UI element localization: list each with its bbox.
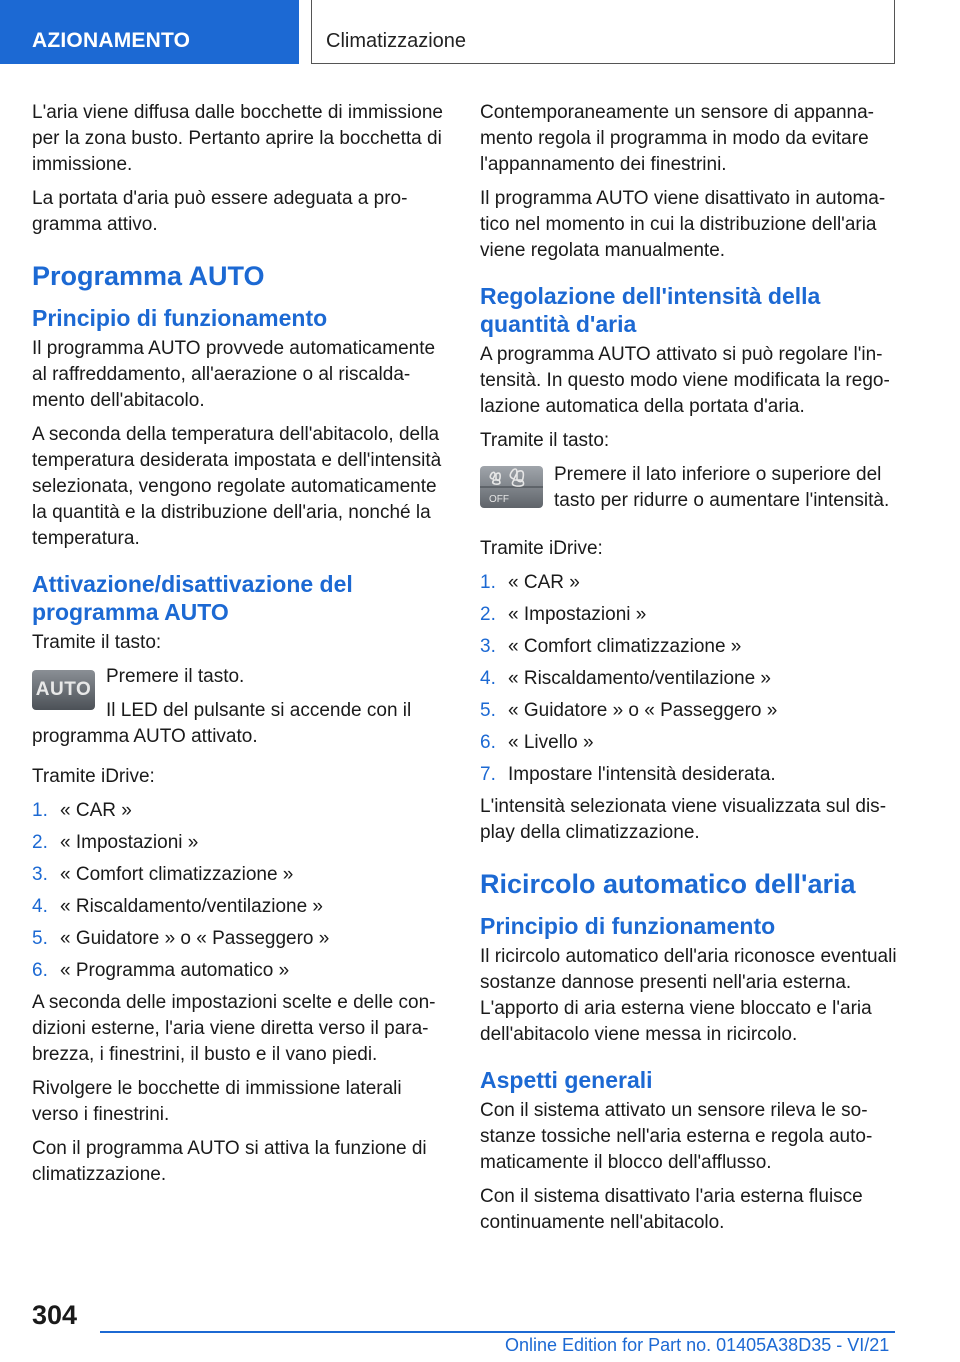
list-item: 2. « Impostazioni » xyxy=(32,832,199,853)
paragraph: Contemporaneamente un sensore di appannamento regola il programma in modo da evitare l'appannamento dei finestrini. xyxy=(480,102,874,175)
fan-button-instruction xyxy=(480,462,898,528)
heading-ricircolo-automatico: Ricircolo automatico dell'aria xyxy=(480,869,856,899)
paragraph: L'aria viene diffusa dalle bocchette di immissione per la zona busto. Pertanto aprire la bocchetta di immissione. xyxy=(32,102,443,175)
paragraph: Rivolgere le bocchette di immissione laterali verso i finestrini. xyxy=(32,1078,402,1125)
list-item: 3. « Comfort climatizzazione » xyxy=(480,636,742,657)
svg-text:OFF: OFF xyxy=(489,494,509,505)
heading-aspetti-generali: Aspetti generali xyxy=(480,1067,653,1093)
list-item: 6. « Livello » xyxy=(480,732,594,753)
right-column xyxy=(480,100,898,1244)
heading-regolazione-intensita: Regolazione dell'intensità della quantità d'aria xyxy=(480,283,821,337)
section-tab: AZIONAMENTO xyxy=(0,0,299,64)
paragraph: Premere il tasto. xyxy=(106,666,245,687)
chapter-tab: Climatizzazione xyxy=(311,0,895,64)
left-column xyxy=(32,100,448,1196)
heading-attivazione: Attivazione/disattivazione del programma AUTO xyxy=(32,571,353,625)
fan-button-icon xyxy=(480,466,543,508)
paragraph: Tramite il tasto: xyxy=(32,632,162,653)
page-number: 304 xyxy=(32,1300,78,1330)
paragraph: Il LED del pulsante si accende con il programma AUTO attivato. xyxy=(32,700,412,747)
paragraph: Il programma AUTO provvede automaticamente al raffreddamento, all'aerazione o al riscaldamento dell'abitacolo. xyxy=(32,338,436,411)
paragraph: Il programma AUTO viene disattivato in automatico nel momento in cui la distribuzione dell'aria viene regolata manualmente. xyxy=(480,188,886,261)
paragraph: Premere il lato inferiore o superiore del tasto per ridurre o aumentare l'intensità. xyxy=(554,464,890,511)
list-item: 6. « Programma automatico » xyxy=(32,960,290,981)
paragraph: A seconda delle impostazioni scelte e delle condizioni esterne, l'aria viene diretta verso il parabrezza, i finestrini, il busto e il vano piedi. xyxy=(32,992,436,1065)
paragraph: L'intensità selezionata viene visualizzata sul display della climatizzazione. xyxy=(480,796,887,843)
list-item: 7. Impostare l'intensità desiderata. xyxy=(480,764,776,785)
paragraph: Con il programma AUTO si attiva la funzione di climatizzazione. xyxy=(32,1138,427,1185)
list-item: 4. « Riscaldamento/ventilazione » xyxy=(32,896,323,917)
paragraph: Tramite iDrive: xyxy=(480,538,603,559)
list-item: 5. « Guidatore » o « Passeggero » xyxy=(480,700,778,721)
auto-button-instruction xyxy=(32,664,448,724)
paragraph: A programma AUTO attivato si può regolare l'intensità. In questo modo viene modificata la regolazione automatica della portata d'aria. xyxy=(480,344,890,417)
paragraph: A seconda della temperatura dell'abitacolo, della temperatura desiderata impostata e dell'intensità selezionata, vengono regolate automaticamente la quantità e la distribuzione dell'aria, nonché la temperatura. xyxy=(32,424,442,549)
heading-programma-auto: Programma AUTO xyxy=(32,261,265,291)
heading-principio-funzionamento: Principio di funzionamento xyxy=(480,913,776,939)
idrive-steps-list xyxy=(32,798,448,984)
paragraph: Il ricircolo automatico dell'aria riconosce eventuali sostanze dannose presenti nell'aria esterna. L'apporto di aria esterna viene bloccato e l'aria dell'abitacolo viene messa in ricircolo. xyxy=(480,946,897,1045)
list-item: 5. « Guidatore » o « Passeggero » xyxy=(32,928,330,949)
footer-edition: Online Edition for Part no. 01405A38D35 - VI/21 xyxy=(505,1335,890,1355)
auto-button-icon: AUTO xyxy=(32,670,95,710)
page-header xyxy=(0,0,960,66)
paragraph: Con il sistema disattivato l'aria esterna fluisce continuamente nell'abitacolo. xyxy=(480,1186,863,1233)
list-item: 4. « Riscaldamento/ventilazione » xyxy=(480,668,771,689)
list-item: 2. « Impostazioni » xyxy=(480,604,647,625)
idrive-steps-list xyxy=(480,570,898,788)
list-item: 1. « CAR » xyxy=(32,800,132,821)
heading-principio-funzionamento: Principio di funzionamento xyxy=(32,305,328,331)
paragraph: Con il sistema attivato un sensore rileva le sostanze tossiche nell'aria esterna e regola automaticamente il blocco dell'afflusso. xyxy=(480,1100,873,1173)
list-item: 3. « Comfort climatizzazione » xyxy=(32,864,294,885)
list-item: 1. « CAR » xyxy=(480,572,580,593)
fan-icon xyxy=(480,466,543,508)
paragraph: La portata d'aria può essere adeguata a programma attivo. xyxy=(32,188,408,235)
paragraph: Tramite iDrive: xyxy=(32,766,155,787)
paragraph: Tramite il tasto: xyxy=(480,430,610,451)
